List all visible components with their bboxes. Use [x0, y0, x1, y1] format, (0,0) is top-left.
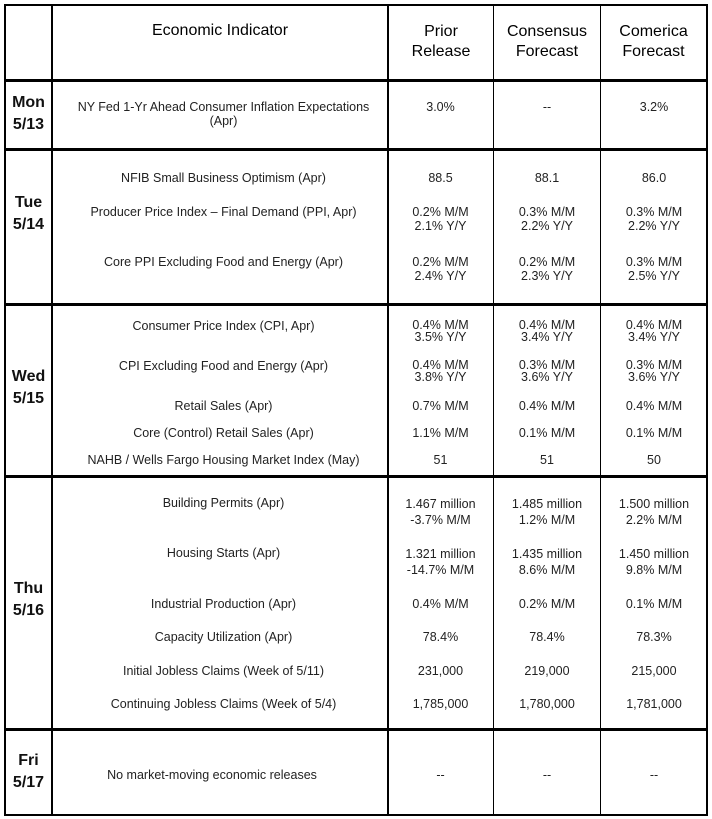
consensus-value: 0.3% M/M	[518, 358, 576, 372]
day-name: Mon	[12, 94, 45, 111]
comerica-value: 9.8% M/M	[625, 563, 683, 577]
indicator-text: CPI Excluding Food and Energy (Apr)	[118, 359, 329, 373]
comerica-cell	[600, 697, 708, 711]
header-consensus-line2: Forecast	[515, 43, 579, 60]
day-name: Fri	[18, 752, 39, 769]
prior-value: 0.4% M/M	[412, 358, 469, 372]
row-divider	[4, 475, 708, 478]
consensus-cell	[494, 546, 600, 578]
consensus-value: 8.6% M/M	[518, 563, 576, 577]
prior-value: 0.4% M/M	[412, 318, 469, 332]
consensus-value: 0.2% M/M	[518, 597, 576, 611]
consensus-value: --	[542, 100, 552, 114]
day-label-wed	[6, 366, 51, 410]
comerica-value: 2.2% M/M	[625, 513, 683, 527]
prior-cell	[387, 630, 494, 644]
prior-cell	[387, 359, 494, 383]
comerica-cell	[600, 768, 708, 782]
prior-cell	[387, 496, 494, 528]
indicator-text: Housing Starts (Apr)	[166, 546, 281, 560]
indicator-cell	[52, 426, 395, 440]
header-prior-line1: Prior	[424, 23, 458, 40]
prior-value: 2.1% Y/Y	[414, 219, 467, 233]
indicator-cell	[52, 664, 395, 678]
prior-value: 0.4% M/M	[412, 597, 469, 611]
indicator-text: Core PPI Excluding Food and Energy (Apr)	[103, 255, 343, 269]
prior-cell	[387, 205, 494, 233]
prior-value: 3.5% Y/Y	[414, 330, 467, 344]
indicator-text: (Apr)	[209, 114, 238, 128]
table-border-top	[4, 4, 708, 6]
consensus-value: 1.485 million	[511, 497, 583, 511]
prior-value: 1.1% M/M	[412, 426, 469, 440]
indicator-text: Industrial Production (Apr)	[150, 597, 297, 611]
prior-value: 78.4%	[422, 630, 459, 644]
indicator-cell	[52, 100, 395, 128]
comerica-value: 0.1% M/M	[625, 426, 683, 440]
prior-value: -14.7% M/M	[406, 563, 475, 577]
comerica-cell	[600, 426, 708, 440]
prior-cell	[387, 697, 494, 711]
comerica-cell	[600, 100, 708, 114]
consensus-cell	[494, 319, 600, 343]
indicator-text: Core (Control) Retail Sales (Apr)	[133, 426, 314, 440]
header-comerica-line1: Comerica	[619, 23, 688, 40]
prior-cell	[387, 319, 494, 343]
prior-value: 3.0%	[426, 100, 455, 114]
prior-value: 0.2% M/M	[412, 205, 469, 219]
consensus-cell	[494, 399, 600, 413]
indicator-text: Building Permits (Apr)	[162, 496, 285, 510]
comerica-value: 3.4% Y/Y	[628, 330, 680, 344]
header-prior-release	[389, 22, 493, 62]
comerica-value: 215,000	[631, 664, 677, 678]
prior-value: 0.2% M/M	[412, 255, 469, 269]
comerica-value: 0.4% M/M	[625, 399, 683, 413]
consensus-cell	[494, 100, 600, 114]
prior-cell	[387, 664, 494, 678]
day-date: 5/16	[12, 602, 45, 619]
consensus-cell	[494, 171, 600, 185]
comerica-cell	[600, 453, 708, 467]
prior-cell	[387, 100, 494, 114]
indicator-text: NFIB Small Business Optimism (Apr)	[121, 171, 326, 185]
day-date: 5/15	[12, 390, 45, 407]
comerica-value: 0.3% M/M	[625, 255, 683, 269]
prior-value: 1,785,000	[412, 697, 469, 711]
indicator-text: Continuing Jobless Claims (Week of 5/4)	[110, 697, 337, 711]
prior-value: 3.8% Y/Y	[414, 370, 467, 384]
comerica-value: 1.500 million	[618, 497, 690, 511]
indicator-cell	[52, 597, 395, 611]
day-label-fri	[6, 750, 51, 794]
consensus-cell	[494, 205, 600, 233]
indicator-cell	[52, 255, 395, 269]
row-divider	[4, 148, 708, 151]
indicator-text: Capacity Utilization (Apr)	[154, 630, 293, 644]
consensus-value: 219,000	[524, 664, 570, 678]
indicator-text: Retail Sales (Apr)	[174, 399, 273, 413]
indicator-cell	[52, 630, 395, 644]
consensus-cell	[494, 496, 600, 528]
consensus-value: 88.1	[534, 171, 560, 185]
comerica-cell	[600, 630, 708, 644]
prior-value: 51	[433, 453, 448, 467]
prior-cell	[387, 546, 494, 578]
row-divider	[4, 303, 708, 306]
prior-value: --	[436, 768, 445, 782]
indicator-text: NY Fed 1-Yr Ahead Consumer Inflation Expectations	[77, 100, 370, 114]
consensus-cell	[494, 453, 600, 467]
comerica-cell	[600, 205, 708, 233]
comerica-cell	[600, 546, 708, 578]
row-divider	[4, 79, 708, 82]
consensus-value: 2.3% Y/Y	[521, 269, 573, 283]
day-label-thu	[6, 578, 51, 622]
consensus-cell	[494, 426, 600, 440]
comerica-cell	[600, 171, 708, 185]
consensus-cell	[494, 630, 600, 644]
prior-cell	[387, 171, 494, 185]
consensus-value: 1,780,000	[519, 697, 575, 711]
consensus-cell	[494, 255, 600, 283]
comerica-value: 0.4% M/M	[625, 318, 683, 332]
indicator-cell	[52, 359, 395, 373]
consensus-value: 2.2% Y/Y	[521, 219, 573, 233]
consensus-value: 1.2% M/M	[518, 513, 576, 527]
consensus-cell	[494, 597, 600, 611]
day-name: Tue	[14, 194, 43, 211]
comerica-cell	[600, 399, 708, 413]
indicator-cell	[52, 453, 395, 467]
header-comerica-forecast	[601, 22, 706, 62]
comerica-value: 50	[647, 453, 661, 467]
comerica-value: 1.450 million	[618, 547, 690, 561]
prior-value: 0.7% M/M	[412, 399, 469, 413]
consensus-value: 78.4%	[529, 630, 565, 644]
prior-cell	[387, 399, 494, 413]
day-date: 5/17	[12, 774, 45, 791]
comerica-cell	[600, 496, 708, 528]
consensus-cell	[494, 664, 600, 678]
indicator-cell	[52, 399, 395, 413]
indicator-text: Producer Price Index – Final Demand (PPI, Apr)	[90, 205, 357, 219]
prior-value: 1.321 million	[405, 547, 476, 561]
consensus-cell	[494, 359, 600, 383]
comerica-cell	[600, 597, 708, 611]
day-label-tue	[6, 192, 51, 236]
comerica-value: 78.3%	[636, 630, 672, 644]
indicator-text: Consumer Price Index (CPI, Apr)	[132, 319, 315, 333]
comerica-cell	[600, 255, 708, 283]
comerica-value: 3.6% Y/Y	[628, 370, 680, 384]
indicator-cell	[52, 768, 372, 782]
consensus-value: 0.2% M/M	[518, 255, 576, 269]
indicator-cell	[52, 319, 395, 333]
prior-cell	[387, 426, 494, 440]
day-date: 5/13	[12, 116, 45, 133]
comerica-cell	[600, 359, 708, 383]
consensus-value: 0.4% M/M	[518, 318, 576, 332]
day-label-mon	[6, 92, 51, 136]
comerica-value: --	[649, 768, 659, 782]
header-prior-line2: Release	[411, 43, 471, 60]
indicator-text: No market-moving economic releases	[107, 768, 317, 782]
consensus-value: 1.435 million	[511, 547, 583, 561]
indicator-text: Initial Jobless Claims (Week of 5/11)	[122, 664, 324, 678]
prior-value: 231,000	[417, 664, 464, 678]
header-comerica-line2: Forecast	[622, 43, 685, 60]
consensus-value: --	[542, 768, 552, 782]
comerica-value: 2.5% Y/Y	[628, 269, 680, 283]
prior-value: 1.467 million	[405, 497, 476, 511]
comerica-cell	[600, 664, 708, 678]
consensus-value: 0.3% M/M	[518, 205, 576, 219]
indicator-cell	[52, 697, 395, 711]
consensus-value: 0.4% M/M	[518, 399, 576, 413]
comerica-value: 3.2%	[639, 100, 669, 114]
row-divider	[4, 728, 708, 731]
consensus-cell	[494, 697, 600, 711]
table-border-bottom	[4, 814, 708, 816]
consensus-value: 3.4% Y/Y	[521, 330, 573, 344]
prior-cell	[387, 453, 494, 467]
day-date: 5/14	[12, 216, 45, 233]
indicator-cell	[52, 496, 395, 510]
prior-value: 88.5	[428, 171, 453, 185]
prior-cell	[387, 255, 494, 283]
comerica-value: 1,781,000	[626, 697, 682, 711]
header-consensus-line1: Consensus	[506, 23, 588, 40]
comerica-value: 0.3% M/M	[625, 358, 683, 372]
comerica-value: 2.2% Y/Y	[628, 219, 680, 233]
prior-value: 2.4% Y/Y	[414, 269, 467, 283]
consensus-cell	[494, 768, 600, 782]
consensus-value: 51	[540, 453, 554, 467]
consensus-value: 0.1% M/M	[518, 426, 576, 440]
indicator-cell	[52, 546, 395, 560]
indicator-text: NAHB / Wells Fargo Housing Market Index (May)	[87, 453, 360, 467]
day-name: Wed	[11, 368, 46, 385]
comerica-value: 0.3% M/M	[625, 205, 683, 219]
comerica-value: 86.0	[641, 171, 667, 185]
header-consensus-forecast	[494, 22, 600, 62]
header-indicator-label: Economic Indicator	[151, 22, 289, 39]
prior-cell	[387, 768, 494, 782]
day-name: Thu	[13, 580, 44, 597]
comerica-cell	[600, 319, 708, 343]
prior-cell	[387, 597, 494, 611]
indicator-cell	[52, 171, 395, 185]
indicator-cell	[52, 205, 395, 219]
header-economic-indicator	[53, 21, 387, 41]
consensus-value: 3.6% Y/Y	[521, 370, 573, 384]
comerica-value: 0.1% M/M	[625, 597, 683, 611]
prior-value: -3.7% M/M	[410, 513, 471, 527]
